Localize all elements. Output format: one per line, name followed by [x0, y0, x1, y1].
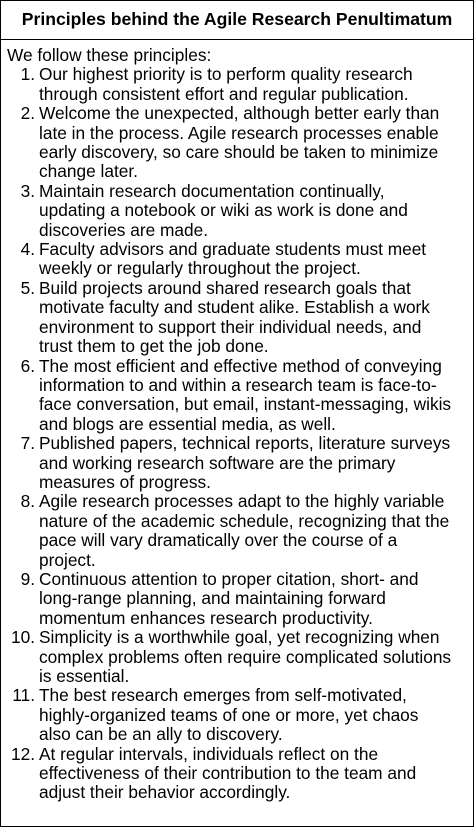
principle-number: 8.: [20, 491, 35, 512]
principle-item-7: [7, 434, 473, 492]
principle-item-10: [7, 628, 473, 686]
principle-number: 2.: [20, 103, 35, 124]
principle-text-line: through consistent effort and regular publication.: [39, 83, 409, 104]
principle-text-line: Build projects around shared research goals that: [39, 277, 411, 298]
principle-number: 12.: [10, 743, 35, 764]
principle-text-line: and blogs are essential media, as well.: [39, 413, 336, 434]
principle-text-line: updating a notebook or wiki as work is done and: [39, 200, 408, 221]
principle-text-line: complex problems often require complicated solutions: [39, 646, 452, 667]
principle-text-line: At regular intervals, individuals reflect on the: [39, 743, 379, 764]
principle-text-line: motivate faculty and student alike. Establish a work: [39, 297, 430, 318]
principle-text-line: Maintain research documentation continually,: [39, 180, 385, 201]
principle-number: 3.: [20, 180, 35, 201]
principle-text-line: discoveries are made.: [39, 219, 209, 240]
principle-number: 11.: [12, 685, 35, 706]
principle-text-line: effectiveness of their contribution to the team and: [39, 763, 417, 784]
principle-number: 1.: [20, 64, 35, 85]
principle-text-line: trust them to get the job done.: [39, 336, 269, 357]
principle-number: 10.: [10, 627, 35, 648]
principle-text-line: The most efficient and effective method of conveying: [39, 355, 442, 376]
principle-item-8: [7, 492, 473, 570]
principle-number: 5.: [20, 277, 35, 298]
principle-text-line: late in the process. Agile research processes enable: [39, 122, 439, 143]
principle-item-2: [7, 104, 473, 182]
principle-item-6: [7, 357, 473, 435]
principle-text-line: also can be an ally to discovery.: [39, 724, 283, 745]
principle-item-3: [7, 182, 473, 240]
principle-text-line: The best research emerges from self-motivated,: [39, 685, 407, 706]
principle-number: 4.: [20, 239, 35, 260]
principle-number: 6.: [20, 355, 35, 376]
principle-item-5: [7, 279, 473, 357]
principle-text-line: environment to support their individual needs, and: [39, 316, 422, 337]
principle-text-line: change later.: [39, 161, 138, 182]
intro-text: We follow these principles:: [7, 45, 212, 65]
document-title: Principles behind the Agile Research Penultimatum: [1, 1, 473, 40]
principle-item-12: [7, 745, 473, 803]
principle-text-line: face conversation, but email, instant-messaging, wikis: [39, 394, 452, 415]
principle-text-line: nature of the academic schedule, recognizing that the: [39, 510, 450, 531]
principle-item-1: [7, 65, 473, 104]
document-body: [1, 40, 473, 803]
principle-text-line: Welcome the unexpected, although better early than: [39, 103, 440, 124]
principle-text-line: Published papers, technical reports, literature surveys: [39, 433, 451, 454]
principle-text-line: measures of progress.: [39, 471, 211, 492]
principle-item-4: [7, 240, 473, 279]
principle-text-line: adjust their behavior accordingly.: [39, 782, 291, 803]
principle-number: 7.: [20, 433, 35, 454]
principle-text-line: pace will vary dramatically over the course of a: [39, 530, 398, 551]
principles-list: [7, 65, 473, 802]
principle-text-line: Simplicity is a worthwhile goal, yet recognizing when: [39, 627, 440, 648]
principle-item-9: [7, 570, 473, 628]
principle-text-line: early discovery, so care should be taken to minimize: [39, 142, 439, 163]
principle-text-line: is essential.: [39, 666, 130, 686]
principle-text-line: Our highest priority is to perform quality research: [39, 64, 413, 85]
principle-item-11: [7, 686, 473, 744]
principle-text-line: Faculty advisors and graduate students must meet: [39, 239, 427, 260]
principle-text-line: long-range planning, and maintaining forward: [39, 588, 386, 609]
principle-text-line: weekly or regularly throughout the project.: [39, 258, 361, 279]
principle-text-line: Continuous attention to proper citation, short- and: [39, 568, 419, 589]
principle-number: 9.: [20, 568, 35, 589]
principle-text-line: project.: [39, 549, 96, 570]
principle-text-line: and working research software are the primary: [39, 452, 396, 473]
principle-text-line: momentum enhances research productivity.: [39, 607, 373, 628]
principle-text-line: highly-organized teams of one or more, yet chaos: [39, 704, 419, 725]
principle-text-line: Agile research processes adapt to the highly variable: [39, 491, 445, 512]
principle-text-line: information to and within a research team is face-to-: [39, 374, 437, 395]
